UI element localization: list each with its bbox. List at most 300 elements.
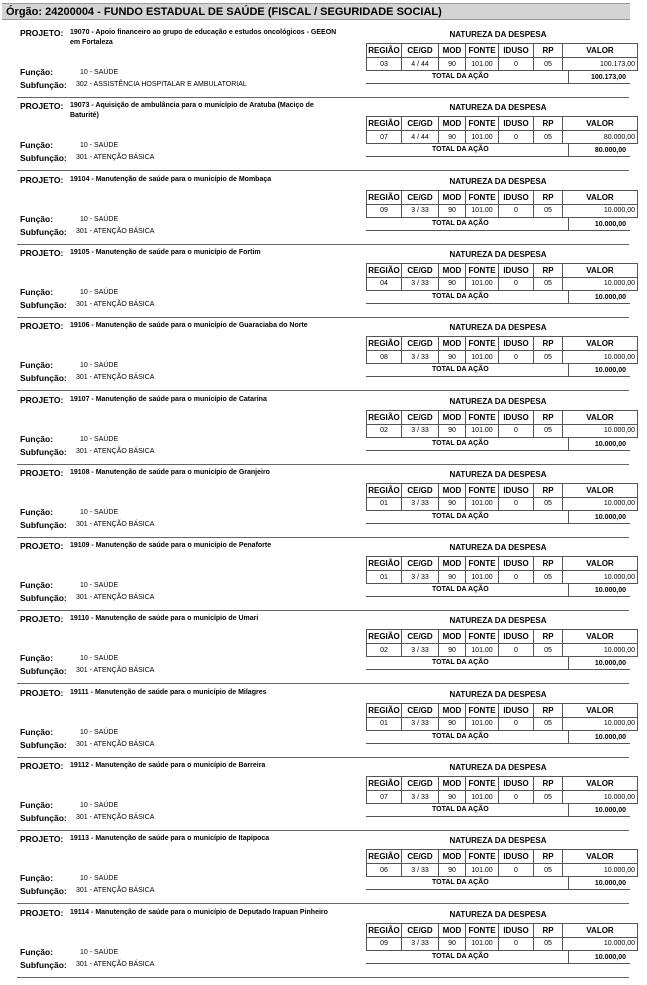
table-cell: 02 [367, 644, 402, 657]
table-header-row [367, 410, 638, 424]
expense-table [366, 190, 638, 218]
funcao-code: 10 [80, 655, 88, 663]
funcao-name: SAÚDE [94, 142, 119, 150]
subfuncao-value: 301 - ATENÇÃO BÁSICA [76, 814, 155, 821]
column-header: MOD [439, 630, 466, 644]
column-header: FONTE [466, 630, 499, 644]
project-block [0, 758, 647, 831]
table-cell: 10.000,00 [563, 791, 638, 804]
table-cell: 80.000,00 [563, 131, 638, 144]
table-cell: 05 [534, 351, 563, 364]
table-cell: 100.173,00 [563, 58, 638, 71]
column-header: CE/GD [402, 923, 439, 937]
total-label: TOTAL DA AÇÃO [432, 659, 489, 667]
project-number: 19113 [70, 835, 90, 843]
table-cell: 0 [499, 277, 534, 290]
table-cell: 3 / 33 [402, 351, 439, 364]
table-cell: 90 [439, 131, 466, 144]
funcao-label: Função: [20, 213, 54, 224]
table-cell: 0 [499, 717, 534, 730]
column-header: FONTE [466, 703, 499, 717]
project-number: 19110 [70, 615, 90, 623]
column-header: CE/GD [402, 263, 439, 277]
table-cell: 0 [499, 864, 534, 877]
project-block [0, 245, 647, 318]
table-cell: 90 [439, 571, 466, 584]
funcao-label: Função: [20, 873, 54, 884]
table-header-row [367, 557, 638, 571]
subfuncao-code: 301 [76, 374, 88, 382]
natureza-title: NATUREZA DA DESPESA [449, 469, 547, 479]
subfuncao-code: 301 [76, 300, 88, 308]
column-header: REGIÃO [367, 190, 402, 204]
projeto-label: PROJETO: [20, 101, 64, 112]
column-header: IDUSO [499, 850, 534, 864]
column-header: VALOR [563, 630, 638, 644]
table-cell: 05 [534, 497, 563, 510]
funcao-code: 10 [80, 802, 88, 809]
subfuncao-name: ATENÇÃO BÁSICA [93, 300, 155, 308]
total-value: 100.173,00 [568, 71, 628, 83]
funcao-value: 10 - SAÚDE [80, 362, 119, 370]
column-header: RP [534, 337, 563, 351]
column-header: FONTE [466, 557, 499, 571]
table-header-row [367, 117, 638, 131]
column-header: IDUSO [499, 117, 534, 131]
column-header: RP [534, 44, 563, 58]
column-header: VALOR [563, 557, 638, 571]
funcao-code: 10 [80, 215, 88, 223]
table-row [367, 644, 638, 657]
column-header: REGIÃO [367, 44, 402, 58]
table-cell: 90 [439, 937, 466, 950]
total-value: 10.000,00 [568, 877, 628, 889]
column-header: IDUSO [499, 263, 534, 277]
funcao-value: 10 - SAÚDE [80, 69, 119, 76]
expense-table [366, 116, 638, 144]
table-row [367, 58, 638, 71]
table-cell: 3 / 33 [402, 424, 439, 437]
project-number: 19073 [70, 102, 90, 110]
column-header: REGIÃO [367, 557, 402, 571]
table-cell: 90 [439, 864, 466, 877]
table-cell: 09 [367, 937, 402, 950]
table-cell: 05 [534, 717, 563, 730]
project-title: Manutenção de saúde para o município de Fortim [95, 248, 261, 256]
column-header: MOD [439, 923, 466, 937]
column-header: CE/GD [402, 117, 439, 131]
funcao-value: 10 - SAÚDE [80, 728, 119, 736]
project-description: 19104 - Manutenção de saúde para o município de Mombaça [70, 175, 272, 183]
project-description: 19073 - Aquisição de ambulância para o município de Aratuba (Maciço de Baturité) [70, 102, 314, 120]
subfuncao-label: Subfunção: [20, 446, 67, 457]
funcao-label: Função: [20, 506, 54, 517]
project-title: Manutenção de saúde para o município de Umari [95, 615, 259, 623]
table-cell: 101.00 [466, 58, 499, 71]
column-header: CE/GD [402, 557, 439, 571]
funcao-code: 10 [80, 69, 88, 76]
funcao-value: 10 - SAÚDE [80, 582, 119, 590]
funcao-label: Função: [20, 726, 54, 737]
column-header: RP [534, 190, 563, 204]
project-block [0, 172, 647, 245]
table-cell: 01 [367, 571, 402, 584]
column-header: IDUSO [499, 923, 534, 937]
table-cell: 05 [534, 277, 563, 290]
project-number: 19111 [70, 688, 89, 696]
column-header: VALOR [563, 44, 638, 58]
funcao-label: Função: [20, 286, 54, 297]
table-cell: 3 / 33 [402, 864, 439, 877]
table-cell: 10.000,00 [563, 717, 638, 730]
subfuncao-name: ATENÇÃO BÁSICA [93, 594, 155, 602]
table-cell: 10.000,00 [563, 571, 638, 584]
project-description: 19112 - Manutenção de saúde para o município de Barreira [70, 762, 266, 769]
project-number: 19104 [70, 175, 90, 183]
table-cell: 07 [367, 131, 402, 144]
table-cell: 90 [439, 351, 466, 364]
column-header: IDUSO [499, 337, 534, 351]
table-cell: 08 [367, 351, 402, 364]
expense-table [366, 703, 638, 731]
funcao-name: SAÚDE [94, 69, 119, 76]
table-cell: 101.00 [466, 571, 499, 584]
table-cell: 07 [367, 791, 402, 804]
table-cell: 3 / 33 [402, 717, 439, 730]
subfuncao-value: 301 - ATENÇÃO BÁSICA [76, 520, 155, 528]
column-header: IDUSO [499, 703, 534, 717]
table-cell: 3 / 33 [402, 644, 439, 657]
column-header: VALOR [563, 263, 638, 277]
column-header: CE/GD [402, 44, 439, 58]
table-cell: 09 [367, 204, 402, 217]
column-header: VALOR [563, 483, 638, 497]
project-number: 19070 [70, 29, 90, 36]
funcao-code: 10 [80, 435, 88, 443]
subfuncao-name: ATENÇÃO BÁSICA [93, 960, 155, 968]
project-number: 19106 [70, 322, 90, 330]
table-cell: 101.00 [466, 864, 499, 877]
table-row [367, 864, 638, 877]
project-block [0, 538, 647, 611]
table-cell: 3 / 33 [402, 277, 439, 290]
subfuncao-name: ATENÇÃO BÁSICA [93, 740, 155, 748]
total-label: TOTAL DA AÇÃO [432, 292, 489, 300]
table-header-row [367, 190, 638, 204]
column-header: MOD [439, 337, 466, 351]
block-separator [17, 977, 629, 978]
funcao-label: Função: [20, 580, 54, 591]
table-cell: 4 / 44 [402, 131, 439, 144]
projeto-label: PROJETO: [20, 834, 64, 845]
column-header: CE/GD [402, 630, 439, 644]
funcao-code: 10 [80, 288, 88, 296]
table-cell: 05 [534, 644, 563, 657]
table-cell: 101.00 [466, 644, 499, 657]
funcao-value: 10 - SAÚDE [80, 875, 119, 883]
column-header: RP [534, 850, 563, 864]
subfuncao-label: Subfunção: [20, 666, 67, 677]
subfuncao-label: Subfunção: [20, 959, 67, 970]
column-header: MOD [439, 703, 466, 717]
project-number: 19112 [70, 762, 90, 769]
funcao-code: 10 [80, 362, 88, 370]
column-header: MOD [439, 410, 466, 424]
subfuncao-code: 301 [76, 520, 88, 528]
funcao-value: 10 - SAÚDE [80, 142, 119, 150]
column-header: REGIÃO [367, 777, 402, 791]
funcao-code: 10 [80, 948, 88, 956]
natureza-title: NATUREZA DA DESPESA [449, 249, 547, 259]
funcao-label: Função: [20, 946, 54, 957]
natureza-title: NATUREZA DA DESPESA [449, 103, 547, 113]
funcao-label: Função: [20, 360, 54, 371]
project-description: 19107 - Manutenção de saúde para o município de Catarina [70, 395, 267, 403]
expense-table [366, 336, 638, 364]
table-cell: 05 [534, 937, 563, 950]
table-cell: 0 [499, 131, 534, 144]
project-description: 19106 - Manutenção de saúde para o município de Guaraciaba do Norte [70, 322, 308, 330]
column-header: FONTE [466, 410, 499, 424]
funcao-code: 10 [80, 875, 88, 883]
natureza-title: NATUREZA DA DESPESA [449, 176, 547, 186]
column-header: REGIÃO [367, 630, 402, 644]
table-header-row [367, 923, 638, 937]
column-header: FONTE [466, 923, 499, 937]
total-underline [366, 450, 630, 451]
table-cell: 101.00 [466, 717, 499, 730]
column-header: REGIÃO [367, 483, 402, 497]
total-underline [366, 743, 630, 744]
funcao-name: SAÚDE [94, 435, 119, 443]
total-underline [366, 83, 630, 84]
funcao-label: Função: [20, 140, 54, 151]
total-underline [366, 669, 630, 670]
column-header: RP [534, 410, 563, 424]
subfuncao-label: Subfunção: [20, 153, 67, 164]
table-cell: 10.000,00 [563, 937, 638, 950]
funcao-name: SAÚDE [94, 802, 119, 809]
subfuncao-value: 301 - ATENÇÃO BÁSICA [76, 447, 155, 455]
total-underline [366, 230, 630, 231]
subfuncao-label: Subfunção: [20, 739, 67, 750]
column-header: CE/GD [402, 777, 439, 791]
subfuncao-code: 301 [76, 740, 88, 748]
subfuncao-value: 301 - ATENÇÃO BÁSICA [76, 154, 155, 162]
table-cell: 0 [499, 571, 534, 584]
natureza-title: NATUREZA DA DESPESA [449, 30, 547, 39]
natureza-title: NATUREZA DA DESPESA [449, 323, 547, 333]
table-cell: 10.000,00 [563, 644, 638, 657]
projeto-label: PROJETO: [20, 247, 64, 258]
funcao-value: 10 - SAÚDE [80, 508, 119, 516]
total-underline [366, 303, 630, 304]
column-header: IDUSO [499, 410, 534, 424]
total-value: 10.000,00 [568, 291, 628, 303]
table-cell: 101.00 [466, 937, 499, 950]
project-title: Aquisição de ambulância para o município de Aratuba (Maciço de Baturité) [70, 102, 314, 120]
column-header: RP [534, 557, 563, 571]
column-header: REGIÃO [367, 337, 402, 351]
project-title: Manutenção de saúde para o município de Deputado Irapuan Pinheiro [95, 908, 328, 916]
table-header-row [367, 630, 638, 644]
subfuncao-label: Subfunção: [20, 80, 67, 90]
table-cell: 10.000,00 [563, 497, 638, 510]
table-header-row [367, 850, 638, 864]
project-number: 19114 [70, 908, 90, 916]
column-header: VALOR [563, 703, 638, 717]
funcao-name: SAÚDE [94, 948, 119, 956]
table-cell: 05 [534, 204, 563, 217]
column-header: FONTE [466, 44, 499, 58]
subfuncao-label: Subfunção: [20, 593, 67, 604]
column-header: RP [534, 263, 563, 277]
total-underline [366, 596, 630, 597]
table-cell: 101.00 [466, 424, 499, 437]
table-cell: 0 [499, 424, 534, 437]
table-cell: 0 [499, 497, 534, 510]
funcao-value: 10 - SAÚDE [80, 948, 119, 956]
total-underline [366, 523, 630, 524]
total-underline [366, 889, 630, 890]
table-cell: 101.00 [466, 351, 499, 364]
total-label: TOTAL DA AÇÃO [432, 732, 489, 740]
natureza-title: NATUREZA DA DESPESA [449, 616, 547, 626]
funcao-code: 10 [80, 728, 88, 736]
column-header: MOD [439, 777, 466, 791]
funcao-code: 10 [80, 508, 88, 516]
column-header: VALOR [563, 850, 638, 864]
table-header-row [367, 263, 638, 277]
table-cell: 4 / 44 [402, 58, 439, 71]
column-header: CE/GD [402, 337, 439, 351]
projeto-label: PROJETO: [20, 28, 64, 38]
expense-table [366, 43, 638, 71]
column-header: RP [534, 703, 563, 717]
total-underline [366, 156, 630, 157]
subfuncao-value: 301 - ATENÇÃO BÁSICA [76, 960, 155, 968]
project-description: 19110 - Manutenção de saúde para o município de Umari [70, 615, 259, 623]
funcao-label: Função: [20, 433, 54, 444]
subfuncao-code: 301 [76, 667, 88, 675]
funcao-name: SAÚDE [94, 508, 119, 516]
table-cell: 03 [367, 58, 402, 71]
subfuncao-code: 301 [76, 814, 88, 821]
total-value: 10.000,00 [568, 364, 628, 376]
project-block [0, 465, 647, 538]
column-header: MOD [439, 263, 466, 277]
natureza-title: NATUREZA DA DESPESA [449, 396, 547, 406]
table-row [367, 571, 638, 584]
table-header-row [367, 337, 638, 351]
table-cell: 05 [534, 571, 563, 584]
expense-table [366, 629, 638, 657]
column-header: MOD [439, 850, 466, 864]
table-cell: 90 [439, 424, 466, 437]
total-value: 10.000,00 [568, 218, 628, 230]
project-description: 19070 - Apoio financeiro ao grupo de educação e estudos oncológicos - GEEON em Fortaleza [70, 29, 337, 46]
table-cell: 0 [499, 58, 534, 71]
project-number: 19108 [70, 468, 90, 476]
funcao-value: 10 - SAÚDE [80, 288, 119, 296]
funcao-name: SAÚDE [94, 655, 119, 663]
orgao-header: Órgão: 24200004 - FUNDO ESTADUAL DE SAÚDE (FISCAL / SEGURIDADE SOCIAL) [2, 3, 630, 20]
project-number: 19105 [70, 248, 90, 256]
total-value: 10.000,00 [568, 511, 628, 523]
project-block [0, 685, 647, 758]
column-header: CE/GD [402, 483, 439, 497]
project-block [0, 831, 647, 904]
projeto-label: PROJETO: [20, 907, 64, 918]
column-header: MOD [439, 117, 466, 131]
subfuncao-value: 302 - ASSISTÊNCIA HOSPITALAR E AMBULATORIAL [76, 81, 247, 88]
funcao-value: 10 - SAÚDE [80, 435, 119, 443]
total-label: TOTAL DA AÇÃO [432, 586, 489, 594]
table-cell: 06 [367, 864, 402, 877]
subfuncao-name: ATENÇÃO BÁSICA [93, 520, 155, 528]
column-header: REGIÃO [367, 263, 402, 277]
project-description: 19109 - Manutenção de saúde para o município de Penaforte [70, 542, 272, 550]
projeto-label: PROJETO: [20, 541, 64, 552]
projeto-label: PROJETO: [20, 687, 64, 698]
column-header: IDUSO [499, 44, 534, 58]
column-header: FONTE [466, 117, 499, 131]
column-header: CE/GD [402, 703, 439, 717]
subfuncao-label: Subfunção: [20, 886, 67, 897]
total-value: 10.000,00 [568, 438, 628, 450]
table-header-row [367, 777, 638, 791]
total-label: TOTAL DA AÇÃO [432, 366, 489, 374]
project-title: Manutenção de saúde para o município de Guaraciaba do Norte [95, 322, 308, 330]
subfuncao-value: 301 - ATENÇÃO BÁSICA [76, 227, 155, 235]
column-header: REGIÃO [367, 410, 402, 424]
project-number: 19107 [70, 395, 90, 403]
column-header: MOD [439, 483, 466, 497]
funcao-value: 10 - SAÚDE [80, 655, 119, 663]
subfuncao-name: ATENÇÃO BÁSICA [93, 374, 155, 382]
table-cell: 3 / 33 [402, 571, 439, 584]
table-cell: 10.000,00 [563, 424, 638, 437]
natureza-title: NATUREZA DA DESPESA [449, 543, 547, 553]
project-title: Manutenção de saúde para o município de Mombaça [95, 175, 272, 183]
project-block [0, 318, 647, 391]
expense-table [366, 776, 638, 804]
subfuncao-value: 301 - ATENÇÃO BÁSICA [76, 887, 155, 895]
column-header: RP [534, 630, 563, 644]
table-cell: 05 [534, 424, 563, 437]
total-label: TOTAL DA AÇÃO [432, 73, 489, 80]
table-cell: 01 [367, 497, 402, 510]
total-underline [366, 376, 630, 377]
table-cell: 3 / 33 [402, 497, 439, 510]
expense-table [366, 410, 638, 438]
column-header: MOD [439, 44, 466, 58]
table-cell: 90 [439, 277, 466, 290]
table-cell: 01 [367, 717, 402, 730]
table-row [367, 204, 638, 217]
table-row [367, 277, 638, 290]
project-description: 19113 - Manutenção de saúde para o município de Itapipoca [70, 835, 270, 843]
subfuncao-name: ATENÇÃO BÁSICA [93, 814, 155, 821]
table-cell: 0 [499, 791, 534, 804]
table-cell: 04 [367, 277, 402, 290]
column-header: FONTE [466, 483, 499, 497]
subfuncao-label: Subfunção: [20, 226, 67, 237]
funcao-name: SAÚDE [94, 362, 119, 370]
total-underline [366, 816, 630, 817]
subfuncao-name: ATENÇÃO BÁSICA [93, 887, 155, 895]
column-header: REGIÃO [367, 703, 402, 717]
